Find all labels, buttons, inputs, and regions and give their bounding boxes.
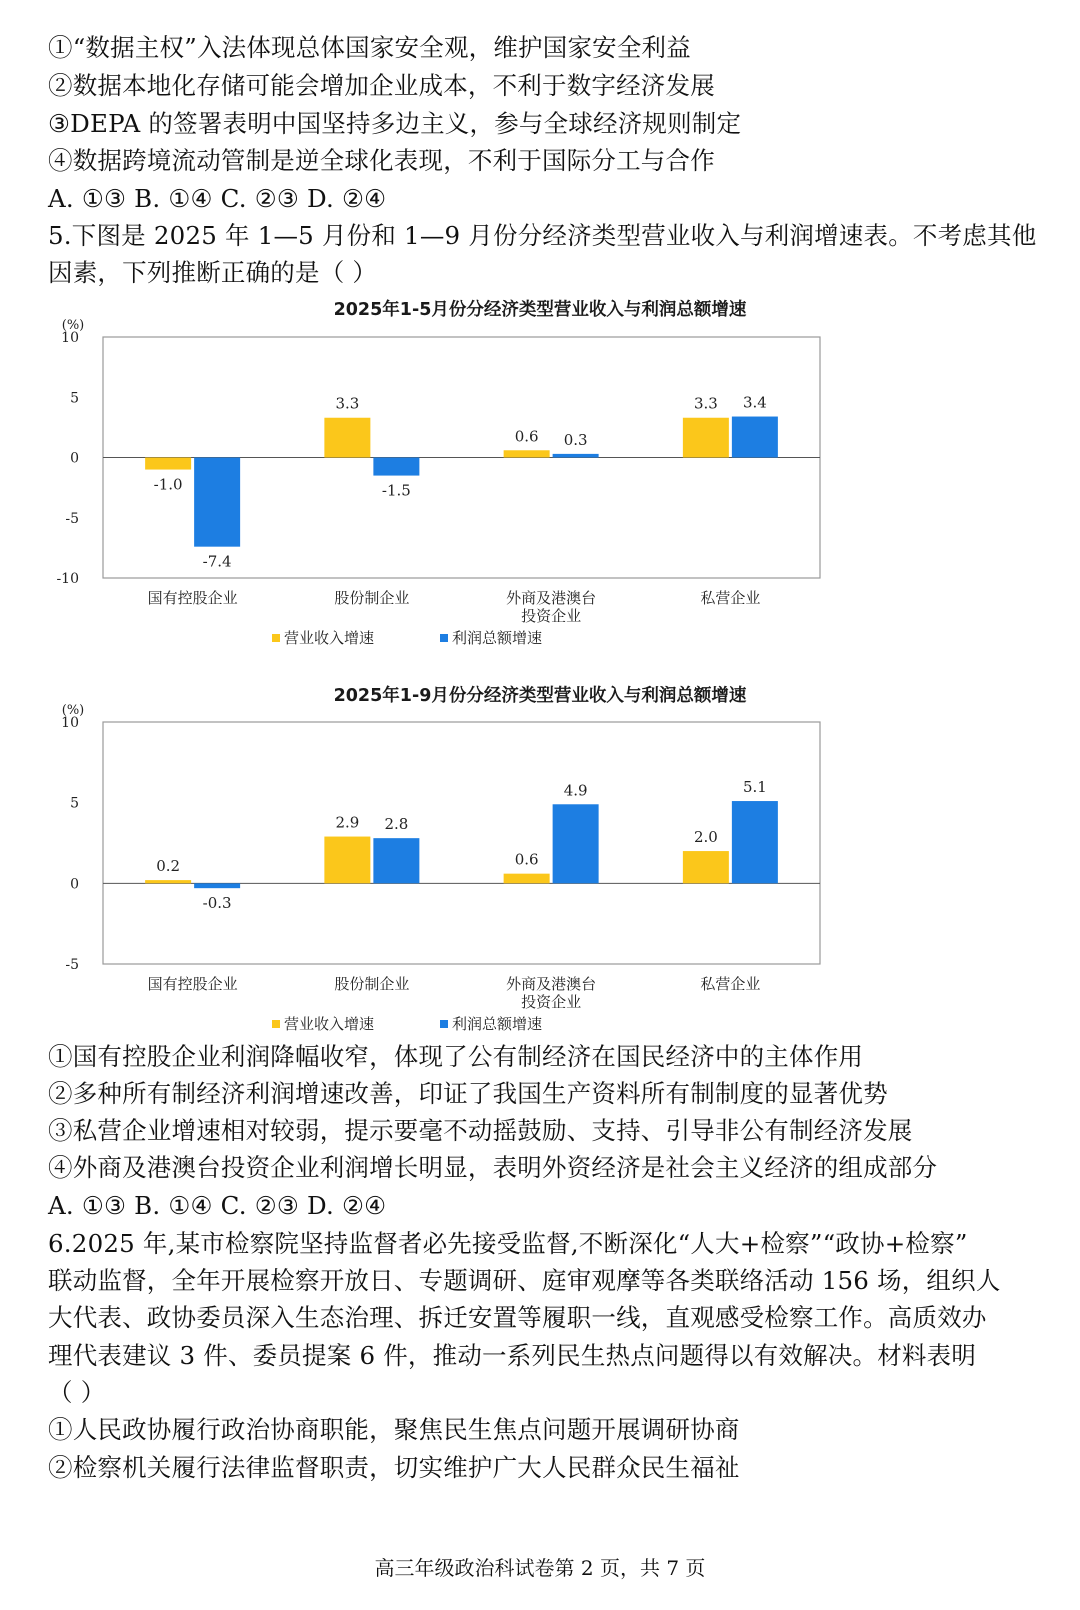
q4-option-1: ①“数据主权”入法体现总体国家安全观，维护国家安全利益: [48, 33, 691, 62]
chart1-legend-label: 利润总额增速: [452, 629, 543, 647]
q4-answer-choices: A. ①③ B. ①④ C. ②③ D. ②④: [48, 184, 387, 213]
q6-option-1: ①人民政协履行政治协商职能，聚焦民生焦点问题开展调研协商: [48, 1415, 740, 1444]
chart2-category-label: 私营企业: [700, 975, 761, 993]
chart1-y-tick: 5: [70, 390, 79, 407]
chart2-bar: [145, 880, 191, 883]
chart1-y-unit: (%): [61, 318, 85, 333]
chart1-category-label: 股份制企业: [334, 589, 410, 607]
q5-option-1: ①国有控股企业利润降幅收窄，体现了公有制经济在国民经济中的主体作用: [48, 1042, 864, 1071]
chart2-y-tick: 10: [61, 715, 79, 731]
chart1-category-label: 投资企业: [521, 607, 582, 625]
q5-option-2: ②多种所有制经济利润增速改善，印证了我国生产资料所有制制度的显著优势: [48, 1079, 888, 1108]
chart1-y-tick: 10: [61, 330, 79, 346]
chart1-data-label: 3.3: [335, 394, 360, 413]
q5-option-3: ③私营企业增速相对较弱，提示要毫不动摇鼓励、支持、引导非公有制经济发展: [48, 1116, 913, 1145]
chart1-data-label: 3.4: [742, 393, 767, 412]
page-footer: 高三年级政治科试卷第 2 页，共 7 页: [374, 1556, 706, 1580]
chart2-legend-swatch: [272, 1020, 280, 1028]
chart2-bar: [732, 801, 778, 883]
chart2-bar: [324, 837, 370, 884]
chart2-bar: [194, 883, 240, 888]
chart1-y-tick: 0: [70, 450, 79, 467]
q6-stem-line-2: 联动监督，全年开展检察开放日、专题调研、庭审观摩等各类联络活动 156 场，组织人: [48, 1266, 1001, 1295]
q4-option-3: ③DEPA 的签署表明中国坚持多边主义，参与全球经济规则制定: [48, 109, 742, 138]
chart2-data-label: 0.6: [514, 850, 539, 869]
q6-option-2: ②检察机关履行法律监督职责，切实维护广大人民群众民生福祉: [48, 1453, 740, 1482]
chart2-category-label: 国有控股企业: [147, 975, 238, 993]
chart2-data-label: 4.9: [563, 781, 588, 800]
chart2-y-unit: (%): [61, 703, 85, 718]
chart2-title: 2025年1-9月份分经济类型营业收入与利润总额增速: [333, 686, 747, 706]
chart2-data-label: 5.1: [742, 778, 767, 797]
chart2-legend-swatch: [440, 1020, 448, 1028]
chart2-y-tick: 0: [70, 876, 79, 893]
chart2-legend-label: 营业收入增速: [284, 1015, 375, 1033]
chart1-data-label: -1.5: [381, 481, 411, 500]
chart1-data-label: 0.6: [514, 427, 539, 446]
chart2-data-label: -0.3: [202, 894, 232, 913]
chart1-data-label: 3.3: [693, 394, 718, 413]
chart1-legend-label: 营业收入增速: [284, 629, 375, 647]
chart2-category-label: 股份制企业: [334, 975, 410, 993]
chart1-category-label: 国有控股企业: [147, 589, 238, 607]
chart2-data-label: 2.8: [384, 815, 409, 834]
chart2-category-label: 投资企业: [521, 993, 582, 1011]
q6-stem-line-4: 理代表建议 3 件、委员提案 6 件，推动一系列民生热点问题得以有效解决。材料表明: [48, 1341, 977, 1370]
q6-stem-line-5: （ ）: [48, 1378, 106, 1407]
q6-stem-line-1: 6.2025 年,某市检察院坚持监督者必先接受监督,不断深化“人大+检察”“政协+检察”: [48, 1229, 968, 1258]
chart2-data-label: 2.9: [335, 813, 360, 832]
chart2-legend-label: 利润总额增速: [452, 1015, 543, 1033]
q5-stem-line-2: 因素，下列推断正确的是（ ）: [48, 258, 378, 287]
chart1-data-label: 0.3: [563, 430, 588, 449]
chart2-bar: [504, 874, 550, 884]
chart2-y-tick: -5: [65, 957, 79, 973]
chart1-y-tick: -10: [56, 571, 79, 587]
chart2-bar: [553, 804, 599, 883]
chart1-y-tick: -5: [65, 510, 79, 527]
chart2-data-label: 2.0: [693, 828, 718, 847]
chart2-bar: [683, 851, 729, 883]
chart1-data-label: -7.4: [202, 552, 232, 571]
chart1-data-label: -1.0: [153, 475, 183, 494]
q4-option-2: ②数据本地化存储可能会增加企业成本，不利于数字经济发展: [48, 71, 715, 100]
chart1-category-label: 私营企业: [700, 589, 761, 607]
q5-answer-choices: A. ①③ B. ①④ C. ②③ D. ②④: [48, 1191, 387, 1220]
chart2-bar: [373, 838, 419, 883]
q6-stem-line-3: 大代表、政协委员深入生态治理、拆迁安置等履职一线，直观感受检察工作。高质效办: [48, 1303, 987, 1332]
q5-option-4: ④外商及港澳台投资企业利润增长明显，表明外资经济是社会主义经济的组成部分: [48, 1153, 938, 1182]
chart2-data-label: 0.2: [156, 857, 181, 876]
q5-stem-line-1: 5.下图是 2025 年 1—5 月份和 1—9 月份分经济类型营业收入与利润增速表。不考虑其他: [48, 221, 1037, 250]
chart1-category-label: 外商及港澳台: [506, 589, 597, 607]
chart2-category-label: 外商及港澳台: [506, 975, 597, 993]
chart1-title: 2025年1-5月份分经济类型营业收入与利润总额增速: [333, 300, 747, 320]
q4-option-4: ④数据跨境流动管制是逆全球化表现，不利于国际分工与合作: [48, 146, 715, 175]
chart2-y-tick: 5: [70, 795, 79, 812]
